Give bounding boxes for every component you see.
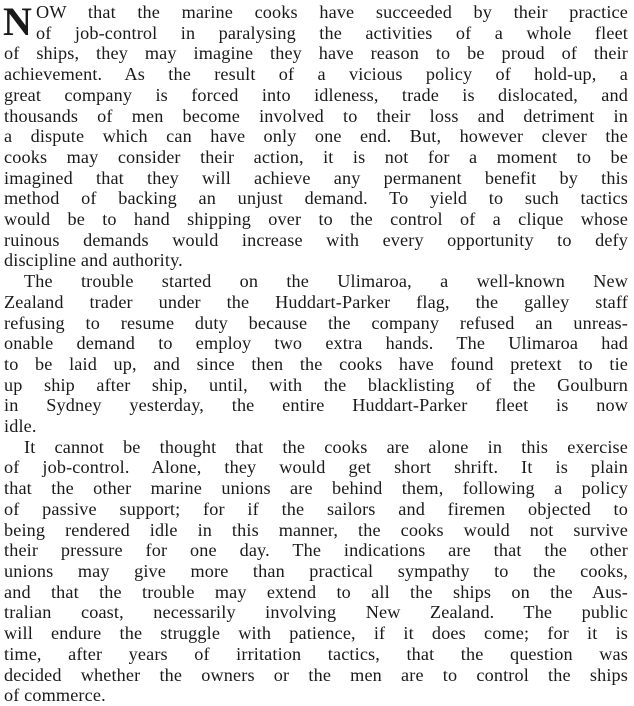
paragraph-3 — [4, 437, 628, 706]
text-line: in Sydney yesterday, the entire Huddart-Parker fleet is now — [4, 395, 628, 416]
text-line: of ships, they may imagine they have reason to be proud of their — [4, 43, 628, 64]
text-line: imagined that they will achieve any permanent benefit by this — [4, 167, 628, 188]
text-line: discipline and authority. — [4, 250, 183, 271]
text-line: of commerce. — [4, 685, 106, 706]
text-line: tralian coast, necessarily involving New Zealand. The public — [4, 602, 628, 623]
text-line: being rendered idle in this manner, the cooks would not survive — [4, 519, 628, 540]
text-line: thousands of men become involved to their loss and detriment in — [4, 105, 628, 126]
text-line: refusing to resume duty because the company refused an unreas- — [4, 312, 628, 333]
text-line: of job-control. Alone, they would get short shrift. It is plain — [4, 457, 628, 478]
paragraph-1 — [4, 2, 628, 271]
text-line: Zealand trader under the Huddart-Parker flag, the galley staff — [4, 291, 628, 312]
text-line: will endure the struggle with patience, if it does come; for it is — [4, 623, 628, 644]
text-line: achievement. As the result of a vicious policy of hold-up, a — [4, 64, 628, 85]
text-line: The trouble started on the Ulimaroa, a well-known New — [24, 271, 628, 292]
text-line: to be laid up, and since then the cooks have found pretext to tie — [4, 353, 628, 374]
text-line: of passive support; for if the sailors and firemen objected to — [4, 498, 628, 519]
text-line: great company is forced into idleness, trade is dislocated, and — [4, 84, 628, 105]
text-line: ruinous demands would increase with every opportunity to defy — [4, 229, 628, 250]
text-line: would be to hand shipping over to the control of a clique whose — [4, 209, 628, 230]
text-line: decided whether the owners or the men are to control the ships — [4, 664, 628, 685]
text-line: unions may give more than practical sympathy to the cooks, — [4, 560, 628, 581]
text-line: and that the trouble may extend to all the ships on the Aus- — [4, 581, 628, 602]
paragraph-2 — [4, 271, 628, 437]
text-line: that the other marine unions are behind them, following a policy — [4, 478, 628, 499]
text-line: their pressure for one day. The indications are that the other — [4, 540, 628, 561]
drop-cap: N — [3, 0, 33, 44]
text-line: onable demand to employ two extra hands. The Ulimaroa had — [4, 333, 628, 354]
text-line: It cannot be thought that the cooks are alone in this exercise — [24, 436, 628, 457]
text-line: of job-control in paralysing the activities of a whole fleet — [36, 22, 628, 43]
text-line: time, after years of irritation tactics, that the question was — [4, 643, 628, 664]
text-line: a dispute which can have only one end. But, however clever the — [4, 126, 628, 147]
text-line: idle. — [4, 416, 37, 437]
newspaper-article — [3, 0, 628, 706]
text-line: OW that the marine cooks have succeeded by their practice — [36, 2, 628, 22]
text-line: method of backing an unjust demand. To yield to such tactics — [4, 188, 628, 209]
text-line: up ship after ship, until, with the blacklisting of the Goulburn — [4, 374, 628, 395]
text-line: cooks may consider their action, it is not for a moment to be — [4, 146, 628, 167]
